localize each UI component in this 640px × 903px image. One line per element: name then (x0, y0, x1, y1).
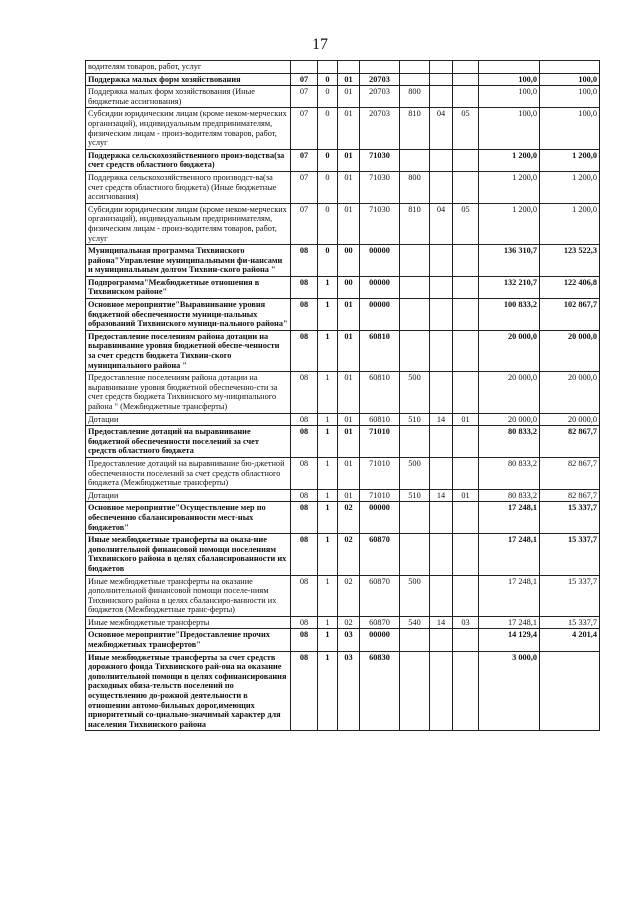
expense-type-cell: 500 (400, 457, 430, 489)
activity-code-cell: 01 (338, 108, 360, 149)
row-name-cell: Поддержка сельскохозяйственного произ-водства(за счет средств областного бюджета) (86, 149, 291, 171)
chapter-code-cell (430, 629, 453, 651)
subsection-code-cell (453, 276, 479, 298)
expense-type-cell (400, 276, 430, 298)
section-code-cell: 07 (291, 171, 318, 203)
table-row (86, 330, 600, 371)
subprogram-code-cell: 1 (318, 651, 338, 731)
activity-code-cell: 02 (338, 502, 360, 534)
subprogram-code-cell: 1 (318, 426, 338, 458)
activity-code-cell: 02 (338, 575, 360, 616)
amount-year2-cell: 15 337,7 (540, 575, 600, 616)
amount-year2-cell: 1 200,0 (540, 203, 600, 244)
direction-code-cell: 00000 (360, 299, 400, 331)
table-row (86, 489, 600, 502)
direction-code-cell: 71030 (360, 203, 400, 244)
amount-year1-cell: 20 000,0 (479, 372, 540, 413)
amount-year2-cell: 15 337,7 (540, 616, 600, 629)
table-row (86, 651, 600, 731)
table-row (86, 413, 600, 426)
direction-code-cell: 71010 (360, 457, 400, 489)
amount-year2-cell: 20 000,0 (540, 330, 600, 371)
subsection-code-cell: 01 (453, 489, 479, 502)
amount-year2-cell: 100,0 (540, 86, 600, 108)
row-name-cell: Предоставление дотаций на выравнивание бю-джетной обеспеченности поселений за счет средств областного бюджета (Межбюджетные трансферты) (86, 457, 291, 489)
table-row (86, 426, 600, 458)
chapter-code-cell (430, 534, 453, 575)
expense-type-cell: 810 (400, 203, 430, 244)
chapter-code-cell (430, 149, 453, 171)
section-code-cell: 08 (291, 245, 318, 277)
expense-type-cell: 800 (400, 86, 430, 108)
chapter-code-cell (430, 651, 453, 731)
subprogram-code-cell: 0 (318, 108, 338, 149)
direction-code-cell: 60870 (360, 575, 400, 616)
section-code-cell: 08 (291, 629, 318, 651)
direction-code-cell: 00000 (360, 245, 400, 277)
subsection-code-cell (453, 171, 479, 203)
activity-code-cell: 01 (338, 330, 360, 371)
amount-year2-cell: 15 337,7 (540, 502, 600, 534)
expense-type-cell (400, 299, 430, 331)
amount-year1-cell: 100,0 (479, 86, 540, 108)
subprogram-code-cell: 1 (318, 276, 338, 298)
amount-year2-cell: 1 200,0 (540, 171, 600, 203)
section-code-cell: 08 (291, 651, 318, 731)
row-name-cell: Поддержка сельскохозяйственного производст-ва(за счет средств областного бюджета) (Иные бюджетные ассигнования) (86, 171, 291, 203)
subsection-code-cell (453, 372, 479, 413)
table-row (86, 534, 600, 575)
expense-type-cell: 500 (400, 575, 430, 616)
section-code-cell: 08 (291, 330, 318, 371)
direction-code-cell: 20703 (360, 86, 400, 108)
section-code-cell: 08 (291, 276, 318, 298)
amount-year1-cell: 3 000,0 (479, 651, 540, 731)
section-code-cell: 08 (291, 575, 318, 616)
section-code-cell: 08 (291, 502, 318, 534)
table-row (86, 276, 600, 298)
row-name-cell: Дотации (86, 489, 291, 502)
subprogram-code-cell: 1 (318, 489, 338, 502)
subprogram-code-cell: 0 (318, 171, 338, 203)
direction-code-cell: 20703 (360, 73, 400, 86)
table-row (86, 245, 600, 277)
chapter-code-cell (430, 372, 453, 413)
amount-year2-cell: 100,0 (540, 108, 600, 149)
subsection-code-cell (453, 299, 479, 331)
expense-type-cell (400, 651, 430, 731)
subprogram-code-cell (318, 61, 338, 74)
row-name-cell: Подпрограмма"Межбюджетные отношения в Тихвинском районе" (86, 276, 291, 298)
table-row (86, 629, 600, 651)
chapter-code-cell: 04 (430, 108, 453, 149)
amount-year1-cell (479, 61, 540, 74)
subsection-code-cell: 05 (453, 108, 479, 149)
activity-code-cell: 01 (338, 86, 360, 108)
amount-year2-cell (540, 61, 600, 74)
subprogram-code-cell: 1 (318, 299, 338, 331)
amount-year1-cell: 17 248,1 (479, 502, 540, 534)
row-name-cell: Предоставление дотаций на выравнивание бюджетной обеспеченности поселений за счет средств областного бюджета (86, 426, 291, 458)
amount-year2-cell: 20 000,0 (540, 413, 600, 426)
row-name-cell: Основное мероприятие"Осуществление мер по обеспечению сбалансированности мест-ных бюджетов" (86, 502, 291, 534)
amount-year2-cell: 123 522,3 (540, 245, 600, 277)
subprogram-code-cell: 1 (318, 616, 338, 629)
amount-year1-cell: 100,0 (479, 108, 540, 149)
amount-year1-cell: 80 833,2 (479, 457, 540, 489)
subsection-code-cell: 05 (453, 203, 479, 244)
subprogram-code-cell: 1 (318, 413, 338, 426)
amount-year1-cell: 1 200,0 (479, 203, 540, 244)
row-name-cell: Дотации (86, 413, 291, 426)
subsection-code-cell (453, 651, 479, 731)
table-row (86, 86, 600, 108)
table-row (86, 73, 600, 86)
amount-year1-cell: 20 000,0 (479, 330, 540, 371)
amount-year1-cell: 100 833,2 (479, 299, 540, 331)
expense-type-cell: 500 (400, 372, 430, 413)
row-name-cell: Иные межбюджетные трансферты на оказа-ние дополнительной финансовой помощи поселениям Тихвинского района в целях сбалансированности их бюджетов (86, 534, 291, 575)
subprogram-code-cell: 1 (318, 534, 338, 575)
activity-code-cell: 01 (338, 426, 360, 458)
chapter-code-cell (430, 330, 453, 371)
expense-type-cell (400, 534, 430, 575)
row-name-cell: Субсидии юридическим лицам (кроме неком-мерческих организаций), индивидуальным предпринимателям, физическим лицам - произ-водителям товаров, работ, услуг (86, 203, 291, 244)
subprogram-code-cell: 0 (318, 86, 338, 108)
amount-year1-cell: 80 833,2 (479, 489, 540, 502)
activity-code-cell: 01 (338, 457, 360, 489)
amount-year1-cell: 136 310,7 (479, 245, 540, 277)
expense-type-cell: 510 (400, 413, 430, 426)
activity-code-cell: 01 (338, 149, 360, 171)
table-row (86, 372, 600, 413)
direction-code-cell (360, 61, 400, 74)
section-code-cell: 08 (291, 616, 318, 629)
row-name-cell: Муниципальная программа Тихвинского района"Управление муниципальными фи-нансами и муниципальным долгом Тихвин-ского района " (86, 245, 291, 277)
section-code-cell: 08 (291, 426, 318, 458)
chapter-code-cell (430, 61, 453, 74)
amount-year1-cell: 1 200,0 (479, 171, 540, 203)
section-code-cell: 07 (291, 108, 318, 149)
direction-code-cell: 71030 (360, 171, 400, 203)
section-code-cell: 07 (291, 203, 318, 244)
direction-code-cell: 60870 (360, 534, 400, 575)
row-name-cell: Поддержка малых форм хозяйствования (86, 73, 291, 86)
activity-code-cell: 00 (338, 245, 360, 277)
subsection-code-cell (453, 61, 479, 74)
chapter-code-cell (430, 276, 453, 298)
subsection-code-cell (453, 575, 479, 616)
row-name-cell: Субсидии юридическим лицам (кроме неком-мерческих организаций), индивидуальным предпринимателям, физическим лицам - произ-водителям товаров, работ, услуг (86, 108, 291, 149)
chapter-code-cell (430, 575, 453, 616)
section-code-cell (291, 61, 318, 74)
subprogram-code-cell: 0 (318, 203, 338, 244)
amount-year1-cell: 17 248,1 (479, 534, 540, 575)
section-code-cell: 07 (291, 86, 318, 108)
direction-code-cell: 71010 (360, 426, 400, 458)
activity-code-cell: 03 (338, 651, 360, 731)
subprogram-code-cell: 1 (318, 372, 338, 413)
subsection-code-cell (453, 149, 479, 171)
chapter-code-cell (430, 171, 453, 203)
expense-type-cell: 510 (400, 489, 430, 502)
expense-type-cell: 810 (400, 108, 430, 149)
section-code-cell: 08 (291, 457, 318, 489)
subprogram-code-cell: 0 (318, 73, 338, 86)
subsection-code-cell (453, 629, 479, 651)
row-name-cell: Основное мероприятие"Предоставление прочих межбюджетных трансфертов" (86, 629, 291, 651)
subprogram-code-cell: 0 (318, 149, 338, 171)
direction-code-cell: 60810 (360, 372, 400, 413)
activity-code-cell: 00 (338, 276, 360, 298)
chapter-code-cell (430, 457, 453, 489)
direction-code-cell: 00000 (360, 502, 400, 534)
subprogram-code-cell: 1 (318, 457, 338, 489)
subsection-code-cell (453, 502, 479, 534)
expense-type-cell: 800 (400, 171, 430, 203)
amount-year2-cell: 20 000,0 (540, 372, 600, 413)
direction-code-cell: 60830 (360, 651, 400, 731)
amount-year1-cell: 17 248,1 (479, 575, 540, 616)
chapter-code-cell: 14 (430, 413, 453, 426)
amount-year2-cell: 102 867,7 (540, 299, 600, 331)
activity-code-cell: 03 (338, 629, 360, 651)
table-row (86, 575, 600, 616)
activity-code-cell: 02 (338, 616, 360, 629)
section-code-cell: 07 (291, 149, 318, 171)
subsection-code-cell (453, 426, 479, 458)
row-name-cell: Поддержка малых форм хозяйствования (Иные бюджетные ассигнования) (86, 86, 291, 108)
chapter-code-cell: 04 (430, 203, 453, 244)
direction-code-cell: 60810 (360, 330, 400, 371)
direction-code-cell: 00000 (360, 629, 400, 651)
expense-type-cell (400, 502, 430, 534)
row-name-cell: Иные межбюджетные трансферты на оказание дополнительной финансовой помощи поселе-ниям Тихвинского района в целях сбалансиро-ванности их бюджетов (Межбюджетные транс-ферты) (86, 575, 291, 616)
chapter-code-cell (430, 426, 453, 458)
chapter-code-cell: 14 (430, 489, 453, 502)
expense-type-cell (400, 61, 430, 74)
expense-type-cell (400, 426, 430, 458)
subsection-code-cell (453, 534, 479, 575)
subprogram-code-cell: 1 (318, 330, 338, 371)
row-name-cell: Предоставление поселениям района дотации на выравнивание уровня бюджетной обеспеченно-сти за счет средств бюджета Тихвинского му-ниципального района " (Межбюджетные трансферты) (86, 372, 291, 413)
direction-code-cell: 20703 (360, 108, 400, 149)
amount-year2-cell: 15 337,7 (540, 534, 600, 575)
amount-year2-cell: 82 867,7 (540, 489, 600, 502)
chapter-code-cell (430, 502, 453, 534)
subprogram-code-cell: 1 (318, 575, 338, 616)
chapter-code-cell: 14 (430, 616, 453, 629)
expense-type-cell (400, 73, 430, 86)
expense-type-cell (400, 149, 430, 171)
chapter-code-cell (430, 73, 453, 86)
table-row (86, 149, 600, 171)
amount-year1-cell: 1 200,0 (479, 149, 540, 171)
chapter-code-cell (430, 245, 453, 277)
direction-code-cell: 71030 (360, 149, 400, 171)
amount-year1-cell: 20 000,0 (479, 413, 540, 426)
amount-year2-cell (540, 651, 600, 731)
row-name-cell: водителям товаров, работ, услуг (86, 61, 291, 74)
activity-code-cell: 02 (338, 534, 360, 575)
activity-code-cell: 01 (338, 372, 360, 413)
expense-type-cell: 540 (400, 616, 430, 629)
activity-code-cell (338, 61, 360, 74)
subsection-code-cell (453, 330, 479, 371)
chapter-code-cell (430, 86, 453, 108)
subprogram-code-cell: 1 (318, 629, 338, 651)
expense-type-cell (400, 330, 430, 371)
amount-year2-cell: 82 867,7 (540, 426, 600, 458)
section-code-cell: 08 (291, 372, 318, 413)
subsection-code-cell: 03 (453, 616, 479, 629)
amount-year2-cell: 122 406,8 (540, 276, 600, 298)
activity-code-cell: 01 (338, 73, 360, 86)
table-row (86, 108, 600, 149)
activity-code-cell: 01 (338, 413, 360, 426)
direction-code-cell: 60870 (360, 616, 400, 629)
amount-year2-cell: 1 200,0 (540, 149, 600, 171)
activity-code-cell: 01 (338, 489, 360, 502)
table-row (86, 616, 600, 629)
row-name-cell: Иные межбюджетные трансферты за счет средств дорожного фонда Тихвинского рай-она на оказание дополнительной помощи в целях софинансирования расходных обяза-тельств поселений по осуществлению до-рожной деятельности в отношении автомо-бильных дорог,имеющих приоритетный со-циально-значимый характер для населения Тихвинского района (86, 651, 291, 731)
subsection-code-cell (453, 457, 479, 489)
amount-year1-cell: 17 248,1 (479, 616, 540, 629)
table-row (86, 61, 600, 74)
subsection-code-cell (453, 245, 479, 277)
chapter-code-cell (430, 299, 453, 331)
subsection-code-cell (453, 86, 479, 108)
amount-year1-cell: 14 129,4 (479, 629, 540, 651)
direction-code-cell: 00000 (360, 276, 400, 298)
row-name-cell: Иные межбюджетные трансферты (86, 616, 291, 629)
table-row (86, 457, 600, 489)
expense-type-cell (400, 245, 430, 277)
table-row (86, 203, 600, 244)
amount-year2-cell: 4 201,4 (540, 629, 600, 651)
subsection-code-cell (453, 73, 479, 86)
section-code-cell: 08 (291, 534, 318, 575)
section-code-cell: 07 (291, 73, 318, 86)
activity-code-cell: 01 (338, 299, 360, 331)
section-code-cell: 08 (291, 413, 318, 426)
activity-code-cell: 01 (338, 171, 360, 203)
amount-year1-cell: 100,0 (479, 73, 540, 86)
subprogram-code-cell: 1 (318, 502, 338, 534)
budget-table (85, 60, 600, 731)
subsection-code-cell: 01 (453, 413, 479, 426)
subprogram-code-cell: 0 (318, 245, 338, 277)
amount-year2-cell: 100,0 (540, 73, 600, 86)
direction-code-cell: 71010 (360, 489, 400, 502)
section-code-cell: 08 (291, 299, 318, 331)
section-code-cell: 08 (291, 489, 318, 502)
amount-year2-cell: 82 867,7 (540, 457, 600, 489)
table-row (86, 299, 600, 331)
row-name-cell: Предоставление поселениям района дотации на выравнивание уровня бюджетной обеспе-ченности за счет средств бюджета Тихвин-ского муниципального района " (86, 330, 291, 371)
expense-type-cell (400, 629, 430, 651)
amount-year1-cell: 80 833,2 (479, 426, 540, 458)
amount-year1-cell: 132 210,7 (479, 276, 540, 298)
page-number: 17 (312, 36, 328, 53)
activity-code-cell: 01 (338, 203, 360, 244)
row-name-cell: Основное мероприятие"Выравнивание уровня бюджетной обеспеченности муници-пальных образований Тихвинского муници-пального района" (86, 299, 291, 331)
table-row (86, 171, 600, 203)
table-row (86, 502, 600, 534)
direction-code-cell: 60810 (360, 413, 400, 426)
